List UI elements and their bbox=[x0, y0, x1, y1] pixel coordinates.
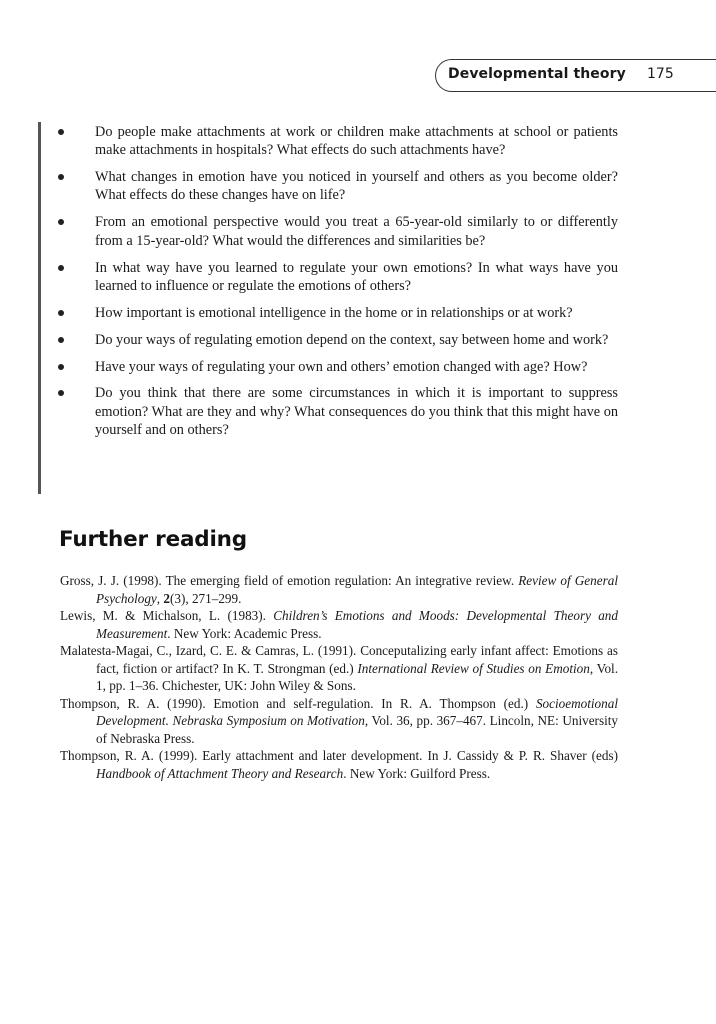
reference-source: Socioemotional Development. Nebraska Symposium on Motivation bbox=[96, 695, 618, 728]
bullet-icon bbox=[58, 265, 64, 271]
reference-item bbox=[60, 607, 618, 642]
question-text: What changes in emotion have you noticed in yourself and others as you become older? What effects do these changes have on life? bbox=[95, 169, 618, 204]
list-item bbox=[56, 213, 618, 250]
reference-source: Review of General Psychology bbox=[96, 573, 618, 606]
reference-item bbox=[60, 695, 618, 748]
list-item bbox=[56, 304, 618, 322]
discussion-questions-list bbox=[56, 123, 618, 448]
reference-tail: . New York: Guilford Press. bbox=[343, 765, 491, 781]
reference-lead: Thompson, R. A. (1999). Early attachment and later development. In J. Cassidy & P. R. Shaver (eds) bbox=[60, 748, 618, 763]
reference-tail: . New York: Academic Press. bbox=[167, 625, 322, 641]
bullet-icon bbox=[58, 219, 64, 225]
list-item bbox=[56, 331, 618, 349]
list-item bbox=[56, 384, 618, 439]
reference-volume: 2 bbox=[163, 590, 170, 606]
bullet-icon bbox=[58, 390, 64, 396]
reference-lead: Lewis, M. & Michalson, L. (1983). bbox=[60, 608, 274, 623]
bullet-icon bbox=[58, 364, 64, 370]
bullet-icon bbox=[58, 129, 64, 135]
section-title: Further reading bbox=[59, 527, 247, 552]
running-header-title: Developmental theory bbox=[448, 66, 626, 82]
reference-item bbox=[60, 747, 618, 782]
reference-tail: (3), 271–299. bbox=[169, 590, 242, 606]
question-text: Have your ways of regulating your own and others’ emotion changed with age? How? bbox=[95, 358, 588, 375]
reference-lead: Gross, J. J. (1998). The emerging field of emotion regulation: An integrative review. bbox=[60, 573, 519, 588]
reference-list bbox=[60, 572, 618, 782]
reference-lead: Malatesta-Magai, C., Izard, C. E. & Camras, L. (1991). Conceputalizing early infant affect: Emotions as fact, fiction or artifact? In K. T. Strongman (ed.) bbox=[60, 643, 618, 676]
bullet-icon bbox=[58, 174, 64, 180]
list-item bbox=[56, 259, 618, 296]
reference-item bbox=[60, 642, 618, 695]
reference-tail: , Vol. 1, pp. 1–36. Chichester, UK: John Wiley & Sons. bbox=[96, 660, 619, 693]
sidebar-rule bbox=[38, 122, 41, 494]
reference-source: Handbook of Attachment Theory and Research bbox=[96, 765, 344, 781]
bullet-icon bbox=[58, 337, 64, 343]
reference-source: International Review of Studies on Emotion bbox=[357, 660, 590, 676]
reference-separator: , bbox=[156, 590, 164, 606]
list-item bbox=[56, 358, 618, 376]
question-text: Do people make attachments at work or children make attachments at school or patients make attachments in hospitals? What effects do such attachments have? bbox=[95, 124, 618, 159]
question-text: Do you think that there are some circumstances in which it is important to suppress emotion? What are they and why? What consequences do you think that this might have on yourself and on others? bbox=[95, 385, 618, 439]
question-text: From an emotional perspective would you treat a 65-year-old similarly to or differently from a 15-year-old? What would the differences and similarities be? bbox=[95, 214, 618, 249]
page-number: 175 bbox=[647, 66, 674, 82]
reference-lead: Thompson, R. A. (1990). Emotion and self-regulation. In R. A. Thompson (ed.) bbox=[60, 695, 536, 711]
question-text: In what way have you learned to regulate your own emotions? In what ways have you learned to influence or regulate the emotions of others? bbox=[95, 259, 618, 294]
reference-item bbox=[60, 572, 618, 607]
question-text: How important is emotional intelligence in the home or in relationships or at work? bbox=[95, 304, 573, 321]
reference-tail: , Vol. 36, pp. 367–467. Lincoln, NE: University of Nebraska Press. bbox=[96, 713, 618, 746]
question-text: Do your ways of regulating emotion depend on the context, say between home and work? bbox=[95, 331, 609, 348]
list-item bbox=[56, 168, 618, 205]
reference-source: Children’s Emotions and Moods: Developmental Theory and Measurement bbox=[96, 608, 618, 641]
bullet-icon bbox=[58, 310, 64, 316]
list-item bbox=[56, 123, 618, 160]
